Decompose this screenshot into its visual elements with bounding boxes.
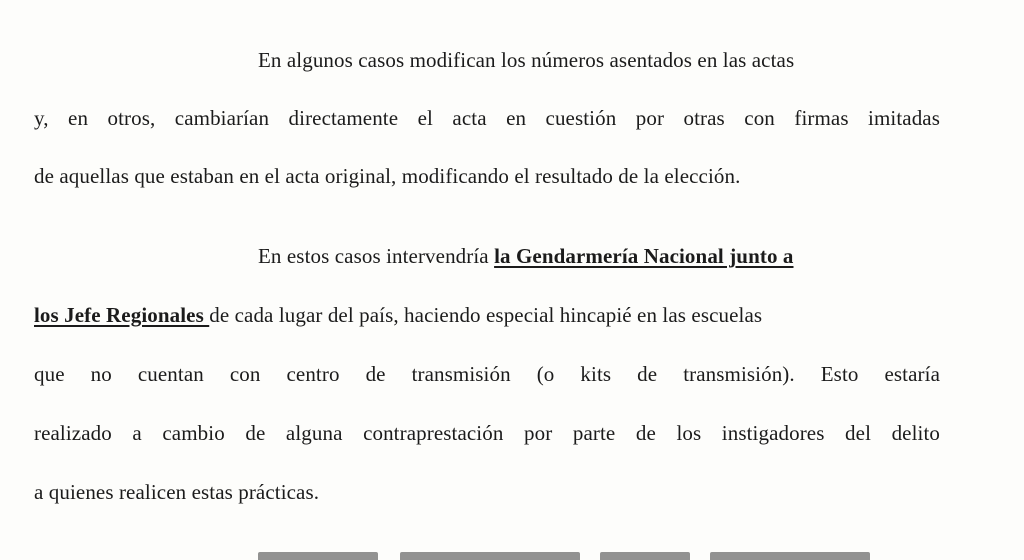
emphasized-text-gendarmeria: la Gendarmería Nacional junto a bbox=[494, 244, 794, 268]
paragraph-2-line-2 bbox=[34, 301, 940, 329]
cut-off-text-fragment bbox=[600, 552, 690, 560]
cut-off-text-fragment bbox=[258, 552, 378, 560]
paragraph-2-line-5: a quienes realicen estas prácticas. bbox=[34, 480, 320, 504]
paragraph-1-line-3: de aquellas que estaban en el acta original, modificando el resultado de la elección. bbox=[34, 164, 741, 188]
paragraph-2-line-1-text: En estos casos intervendría bbox=[258, 244, 495, 268]
paragraph-2-line-2-text: de cada lugar del país, haciendo especial hincapié en las escuelas bbox=[209, 303, 763, 327]
cut-off-text-fragment bbox=[710, 552, 870, 560]
emphasized-text-jefes: los Jefe Regionales bbox=[34, 303, 210, 327]
paragraph-2-line-1 bbox=[258, 242, 940, 270]
paragraph-2-line-3: que no cuentan con centro de transmisión (o kits de transmisión). Esto estaría bbox=[34, 362, 940, 386]
paragraph-1-line-2: y, en otros, cambiarían directamente el acta en cuestión por otras con firmas imitadas bbox=[34, 106, 940, 130]
cut-off-text-fragment bbox=[400, 552, 580, 560]
paragraph-2-line-4: realizado a cambio de alguna contraprestación por parte de los instigadores del delito bbox=[34, 421, 940, 445]
paragraph-1-line-1: En algunos casos modifican los números asentados en las actas bbox=[258, 48, 795, 72]
cut-off-next-line bbox=[0, 540, 1024, 560]
